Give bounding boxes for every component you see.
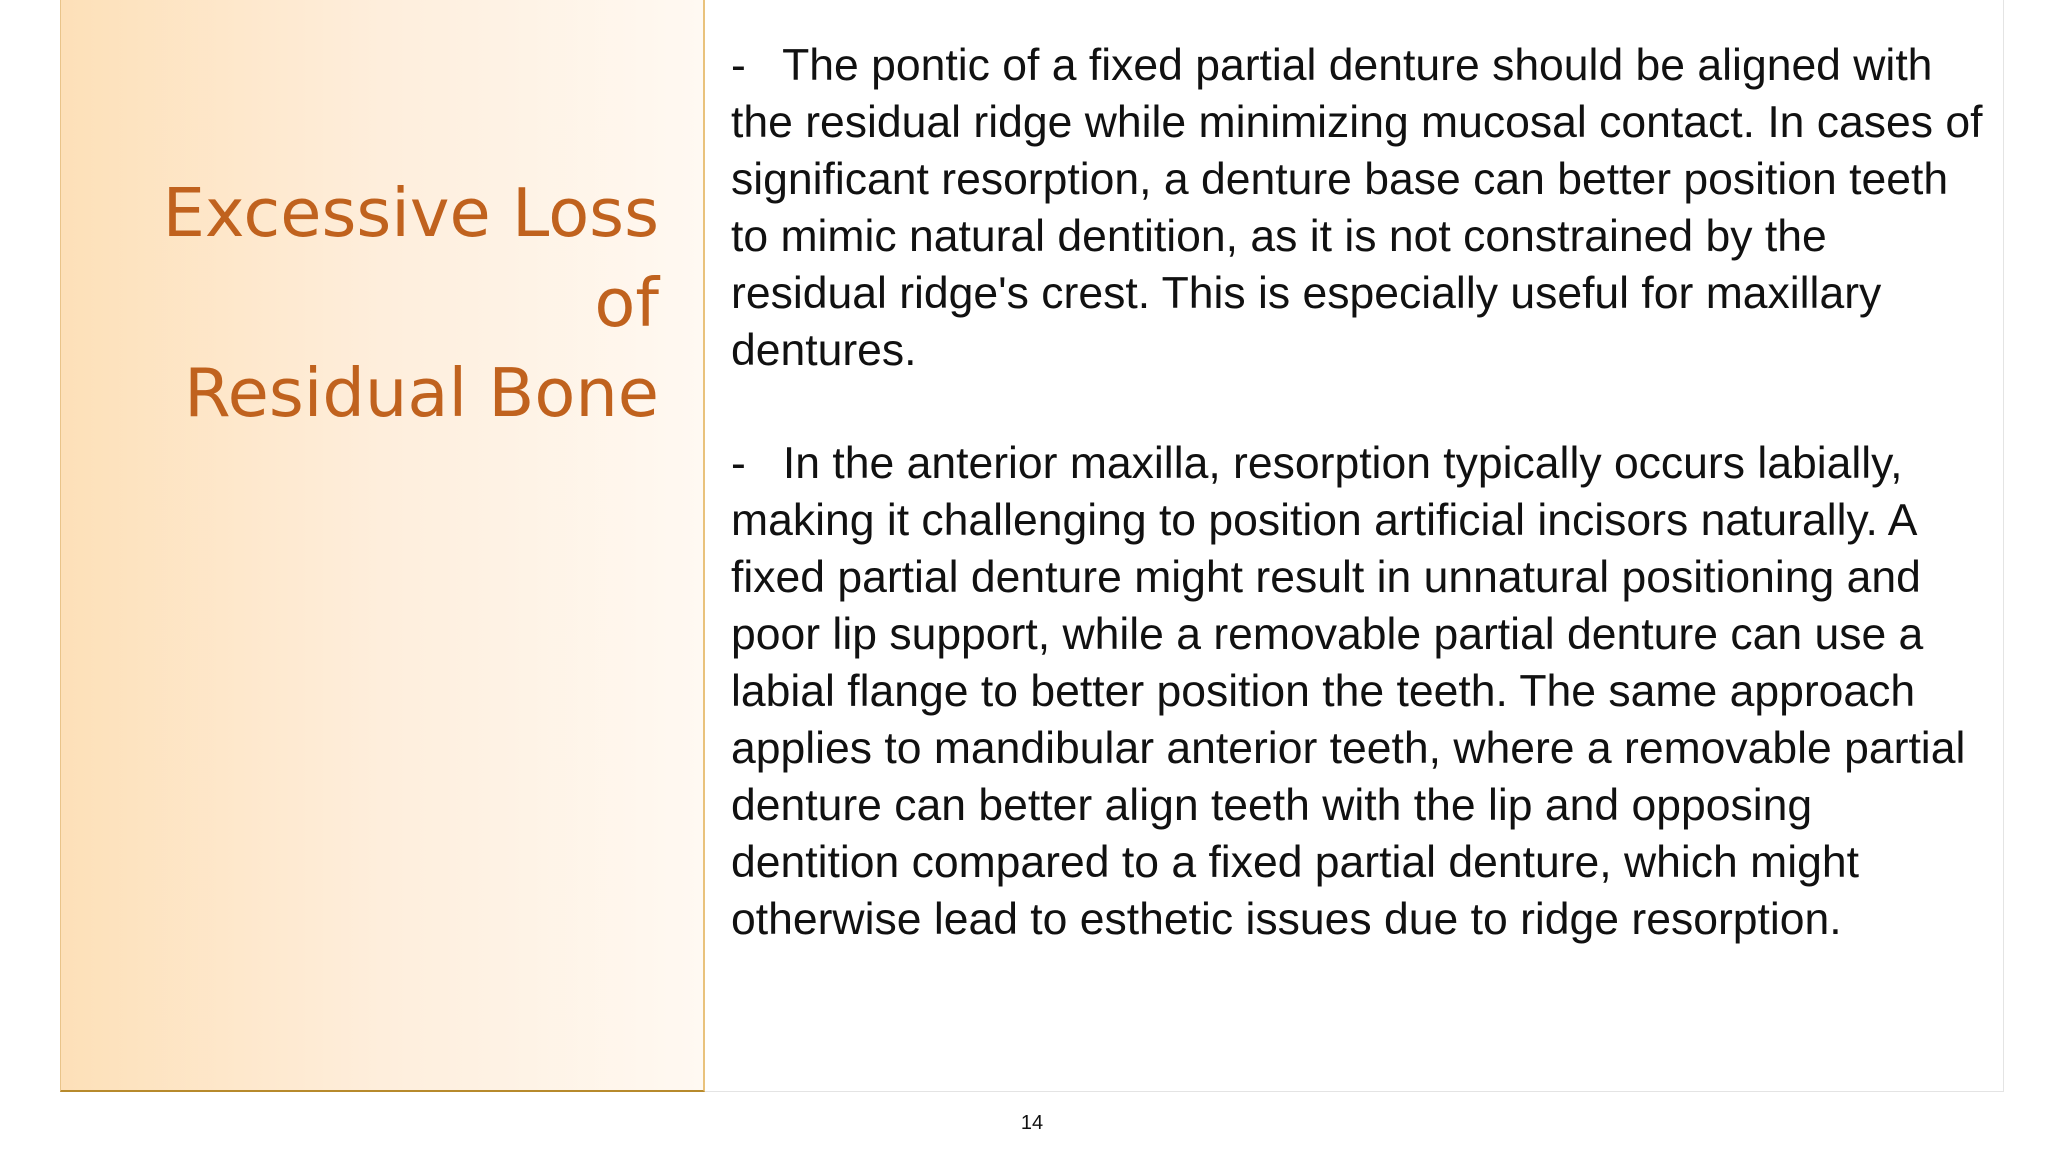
page-number: 14 (1020, 1112, 1044, 1134)
paragraph-anterior-maxilla: - In the anterior maxilla, resorption typically occurs labially, making it challenging to position artificial incisors naturally. A fixed partial denture might result in unnatural positioning and poor lip support, while a removable partial denture can use a labial flange to better position the teeth. The same approach applies to mandibular anterior teeth, where a removable partial denture can better align teeth with the lip and opposing dentition compared to a fixed partial denture, which might otherwise lead to esthetic issues due to ridge resorption. (731, 439, 1978, 944)
paragraph-pontic-alignment: - The pontic of a fixed partial denture should be aligned with the residual ridge while minimizing mucosal contact. In cases of significant resorption, a denture base can better position teeth to mimic natural dentition, as it is not constrained by the residual ridge's crest. This is especially useful for maxillary dentures. (731, 41, 1995, 375)
slide-body (731, 38, 1995, 1006)
slide-title (79, 168, 659, 438)
slide-title-line-2: Residual Bone (184, 354, 659, 432)
title-panel (60, 0, 705, 1092)
slide-title-line-1: Excessive Loss of (162, 174, 659, 342)
